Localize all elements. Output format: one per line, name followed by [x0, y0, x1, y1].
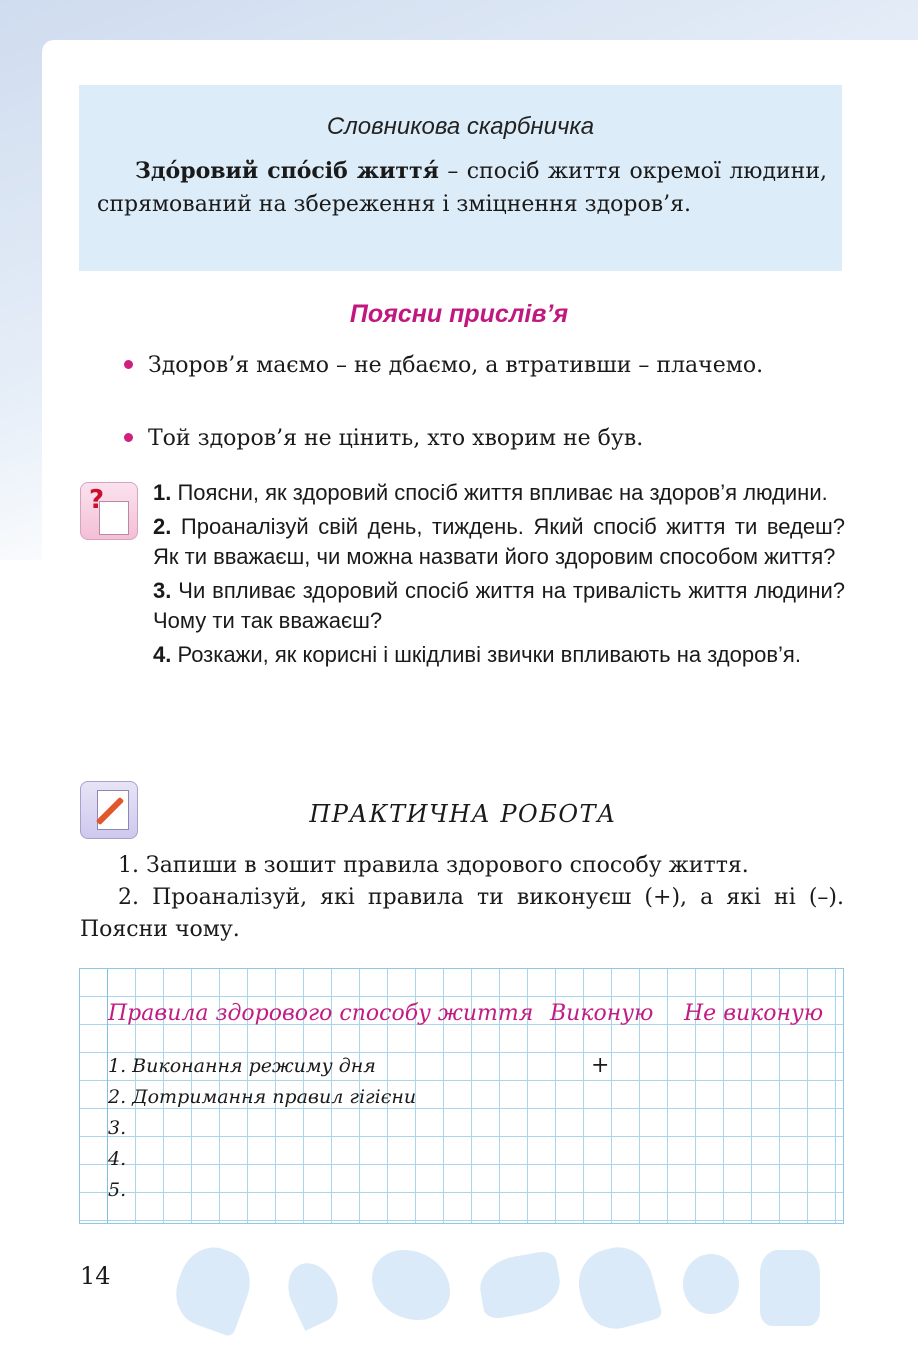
column-header-done: Виконую: [550, 1001, 654, 1026]
vocabulary-title: Словникова скарбничка: [326, 113, 595, 140]
linden-leaf-icon: [683, 1254, 739, 1314]
table-row: 2. Дотримання правил гігієни: [108, 1086, 417, 1108]
question-number: 1.: [153, 480, 172, 505]
proverb-item: [80, 350, 844, 382]
question-item: [153, 576, 845, 636]
question-number: 4.: [153, 642, 172, 667]
proverb-item: [80, 423, 844, 455]
question-text: Чи впливає здоровий спосіб життя на тривалість життя людини? Чому ти так вважаєш?: [153, 578, 845, 633]
questions-list: [153, 478, 845, 674]
table-row: 3.: [108, 1117, 127, 1139]
page-number: 14: [80, 1262, 111, 1290]
table-row: 1. Виконання режиму дня: [108, 1055, 376, 1077]
bullet-icon: [124, 360, 133, 369]
table-row: 5.: [108, 1179, 127, 1201]
question-text: Проаналізуй свій день, тиждень. Який спосіб життя ти ведеш? Як ти вважаєш, чи можна назвати його здоровим способом життя?: [153, 514, 845, 569]
notebook-grid-table: [79, 968, 844, 1224]
table-row: 4.: [108, 1148, 127, 1170]
proverb-text: Здоров’я маємо – не дбаємо, а втративши – плачемо.: [148, 353, 764, 378]
proverb-text: Той здоров’я не цінить, хто хворим не був.: [148, 426, 644, 451]
question-number: 2.: [153, 514, 172, 539]
practical-heading: ПРАКТИЧНА РОБОТА: [309, 800, 617, 828]
proverbs-heading: Поясни прислів’я: [349, 300, 569, 328]
practical-task: 2. Проаналізуй, які правила ти виконуєш (+), а які ні (–). Поясни чому.: [80, 885, 844, 942]
vocabulary-definition: – спосіб життя окремої людини, спрямований на збереження і зміцнення здоров’я.: [97, 159, 827, 217]
question-text: Розкажи, як корисні і шкідливі звички впливають на здоров’я.: [177, 642, 801, 667]
practical-tasks: [80, 850, 844, 946]
column-header-not-done: Не виконую: [684, 1001, 824, 1026]
question-number: 3.: [153, 578, 172, 603]
question-icon: [80, 482, 138, 540]
vocabulary-box: [79, 85, 842, 271]
question-item: [153, 640, 845, 670]
practical-task: 1. Запиши в зошит правила здорового способу життя.: [118, 853, 749, 878]
question-item: [153, 512, 845, 572]
vocabulary-term: Здо́ровий спо́сіб життя́: [135, 158, 439, 184]
plus-mark: +: [591, 1053, 610, 1078]
column-header-rules: Правила здорового способу життя: [108, 1001, 534, 1026]
rowan-leaf-icon: [760, 1250, 820, 1326]
vocabulary-definition-text: [97, 155, 827, 221]
question-item: [153, 478, 845, 508]
question-mark-icon: ?: [89, 485, 105, 515]
question-text: Поясни, як здоровий спосіб життя впливає на здоров’я людини.: [177, 480, 828, 505]
bullet-icon: [124, 433, 133, 442]
